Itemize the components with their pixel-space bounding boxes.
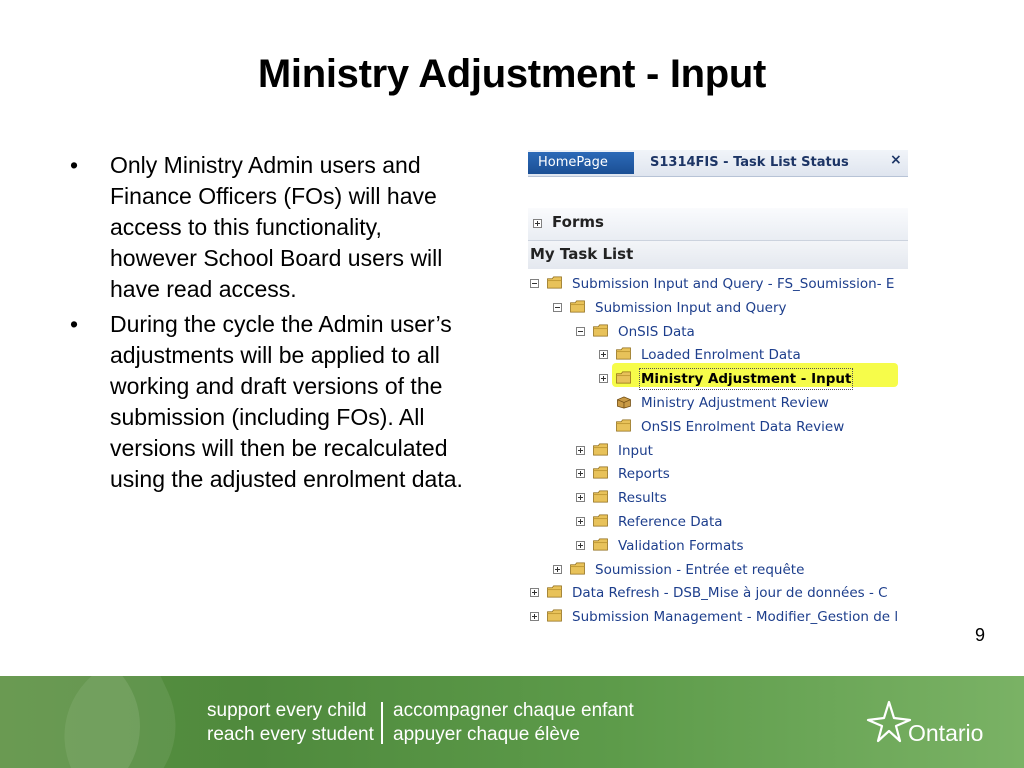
expand-plus-icon[interactable] xyxy=(576,446,585,455)
bullet-item xyxy=(70,309,470,495)
task-list-label: My Task List xyxy=(530,245,634,263)
tree-row[interactable] xyxy=(528,583,908,605)
folder-icon xyxy=(569,562,586,576)
tree-row[interactable] xyxy=(528,488,908,510)
bullet-symbol: • xyxy=(70,152,79,178)
footer-divider xyxy=(381,702,383,744)
tree-row[interactable] xyxy=(528,322,908,344)
tree-node-label[interactable]: Ministry Adjustment - Input xyxy=(641,371,852,388)
tree-node-label[interactable]: Loaded Enrolment Data xyxy=(641,347,801,364)
tree-node-label[interactable]: Soumission - Entrée et requête xyxy=(595,561,805,578)
tree-node-label[interactable]: OnSIS Enrolment Data Review xyxy=(641,418,845,435)
tree-row[interactable] xyxy=(528,345,908,367)
forms-label: Forms xyxy=(552,213,604,231)
folder-icon xyxy=(615,371,632,385)
tree-node-label[interactable]: Submission Management - Modifier_Gestion de l xyxy=(572,609,899,626)
folder-icon xyxy=(546,609,563,623)
expand-plus-icon[interactable] xyxy=(530,588,539,597)
page-number: 9 xyxy=(975,625,986,645)
tree-row[interactable] xyxy=(528,369,908,391)
expand-plus-icon[interactable] xyxy=(530,612,539,621)
tree-node-label[interactable]: Submission Input and Query xyxy=(595,299,787,316)
footer-banner xyxy=(0,676,1024,768)
task-list-header xyxy=(528,240,908,269)
folder-icon xyxy=(592,443,609,457)
folder-icon xyxy=(592,324,609,338)
tab-task-list-status[interactable]: S1314FIS - Task List Status xyxy=(650,155,849,170)
tree-row[interactable] xyxy=(528,536,908,558)
collapse-minus-icon[interactable] xyxy=(530,279,539,288)
tree-node-label[interactable]: Reports xyxy=(618,466,670,483)
tree-node-label[interactable]: OnSIS Data xyxy=(618,323,695,340)
slide-title: Ministry Adjustment - Input xyxy=(257,52,767,96)
tree-row[interactable] xyxy=(528,560,908,582)
footer-slogan-en-2: reach every student xyxy=(207,724,374,745)
collapse-minus-icon[interactable] xyxy=(553,303,562,312)
form-box-icon xyxy=(615,395,632,409)
tab-homepage[interactable]: HomePage xyxy=(528,152,634,174)
expand-plus-icon[interactable] xyxy=(576,469,585,478)
bullet-list xyxy=(70,150,470,499)
tree-node-label[interactable]: Validation Formats xyxy=(618,537,744,554)
expand-plus-icon[interactable] xyxy=(553,565,562,574)
tree-row[interactable] xyxy=(528,607,908,629)
folder-icon xyxy=(592,490,609,504)
tree-row[interactable] xyxy=(528,464,908,486)
folder-icon xyxy=(615,347,632,361)
ontario-wordmark: Ontario xyxy=(908,720,984,746)
bullet-text: Only Ministry Admin users and Finance Officers (FOs) will have access to this functionality, however School Board users will have read access. xyxy=(110,152,443,302)
bullet-text: During the cycle the Admin user’s adjustments will be applied to all working and draft versions of the submission (including FOs). All versions will then be recalculated using the adjusted enrolment data. xyxy=(110,311,463,492)
expand-plus-icon[interactable] xyxy=(576,517,585,526)
folder-icon xyxy=(615,419,632,433)
tab-bar xyxy=(528,150,908,177)
folder-icon xyxy=(592,514,609,528)
tree-node-label[interactable]: Data Refresh - DSB_Mise à jour de données - C xyxy=(572,585,888,602)
tree-row[interactable] xyxy=(528,512,908,534)
folder-icon xyxy=(592,538,609,552)
folder-icon xyxy=(592,466,609,480)
tree-node-label[interactable]: Submission Input and Query - FS_Soumission- E xyxy=(572,276,895,292)
expand-plus-icon[interactable] xyxy=(599,374,608,383)
tree-row[interactable] xyxy=(528,417,908,439)
tree-node-label[interactable]: Input xyxy=(618,442,653,459)
footer-slogan-fr-2: appuyer chaque élève xyxy=(393,724,580,745)
tree-row[interactable] xyxy=(528,393,908,415)
expand-plus-icon[interactable] xyxy=(533,219,542,228)
collapse-minus-icon[interactable] xyxy=(576,327,585,336)
tree-node-label[interactable]: Reference Data xyxy=(618,514,723,530)
task-list-screenshot xyxy=(528,150,908,680)
trillium-logo-icon xyxy=(866,698,912,744)
expand-plus-icon[interactable] xyxy=(576,493,585,502)
expand-plus-icon[interactable] xyxy=(576,541,585,550)
tree-row[interactable] xyxy=(528,298,908,320)
tree-node-label[interactable]: Ministry Adjustment Review xyxy=(641,395,829,411)
folder-icon xyxy=(546,276,563,290)
close-icon[interactable]: × xyxy=(890,152,902,168)
bullet-item xyxy=(70,150,470,305)
footer-slogan-fr-1: accompagner chaque enfant xyxy=(393,700,634,721)
forms-section[interactable] xyxy=(528,208,908,240)
footer-slogan-en-1: support every child xyxy=(207,700,367,721)
tree-node-label[interactable]: Results xyxy=(618,490,667,507)
expand-plus-icon[interactable] xyxy=(599,350,608,359)
tree-row[interactable] xyxy=(528,274,908,296)
bullet-symbol: • xyxy=(70,311,79,337)
folder-icon xyxy=(546,585,563,599)
tree-row[interactable] xyxy=(528,441,908,463)
folder-icon xyxy=(569,300,586,314)
